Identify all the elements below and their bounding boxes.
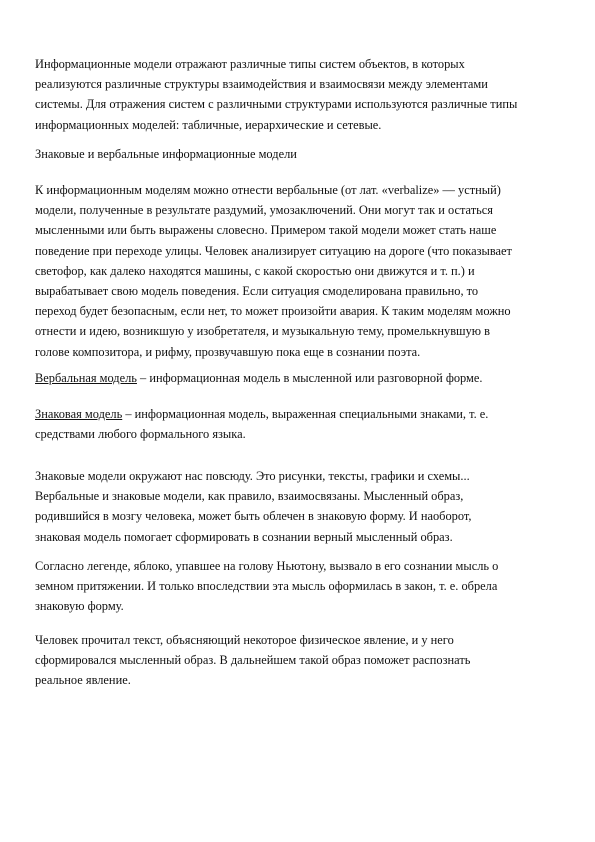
text-line: реализуются различные структуры взаимодействия и взаимосвязи между элементами (35, 77, 488, 92)
text-line: отнести и идею, возникшую у изобретателя, и музыкальную тему, промелькнувшую в (35, 324, 490, 339)
section-heading-text: Знаковые и вербальные информационные модели (35, 147, 297, 161)
definition-text: – информационная модель, выраженная специальными знаками, т. е. (122, 407, 489, 421)
newton-paragraph (35, 556, 570, 617)
verbal-models-paragraph (35, 180, 570, 362)
reader-paragraph (35, 630, 570, 691)
text-line: модели, полученные в результате раздумий, умозаключений. Они могут так и остаться (35, 203, 493, 218)
text-line: переход будет безопасным, если нет, то может произойти авария. К таким моделям можно (35, 304, 511, 319)
definition-text: – информационная модель в мысленной или разговорной форме. (136, 371, 483, 385)
text-line: системы. Для отражения систем с различными структурами используются различные типы (35, 97, 518, 112)
text-line: знаковая модель помогает сформировать в сознании верный мысленный образ. (35, 529, 453, 544)
text-line: поведение при переходе улицы. Человек анализирует ситуацию на дороге (что показывает (35, 243, 512, 258)
text-line: сформировался мысленный образ. В дальнейшем такой образ поможет распознать (35, 653, 471, 668)
text-line: голове композитора, и рифму, прозвучавшую пока еще в сознании поэта. (35, 344, 421, 359)
text-line: знаковую форму. (35, 599, 124, 614)
text-line: средствами любого формального языка. (35, 427, 246, 442)
text-line: Согласно легенде, яблоко, упавшее на голову Ньютону, вызвало в его сознании мысль о (35, 559, 499, 573)
term-sign-model: Знаковая модель (35, 407, 123, 421)
text-line: Вербальные и знаковые модели, как правило, взаимосвязаны. Мысленный образ, (35, 489, 464, 504)
text-line: земном притяжении. И только впоследствии эта мысль оформилась в закон, т. е. обрела (35, 579, 498, 594)
definition-verbal-model (35, 368, 570, 388)
text-line (35, 368, 570, 388)
text-line: реальное явление. (35, 673, 131, 688)
sign-models-paragraph (35, 466, 570, 547)
text-line: вырабатывает свою модель поведения. Если ситуация смоделирована правильно, то (35, 284, 479, 299)
text-line: родившийся в мозгу человека, может быть облечен в знаковую форму. И наоборот, (35, 509, 472, 524)
text-line (35, 404, 570, 424)
text-line: Информационные модели отражают различные типы систем объектов, в которых (35, 57, 465, 71)
definition-sign-model (35, 404, 570, 444)
term-verbal-model: Вербальная модель (35, 371, 137, 385)
section-heading (35, 144, 570, 164)
text-line: Человек прочитал текст, объясняющий некоторое физическое явление, и у него (35, 633, 454, 647)
text-line: информационных моделей: табличные, иерархические и сетевые. (35, 117, 382, 132)
intro-paragraph (35, 54, 570, 135)
text-line: мысленными или быть выражены словесно. Примером такой модели может стать наше (35, 223, 497, 238)
text-line: Знаковые модели окружают нас повсюду. Это рисунки, тексты, графики и схемы... (35, 469, 470, 483)
text-line: светофор, как далеко находятся машины, с какой скоростью они движутся и т. п.) и (35, 263, 475, 278)
text-line: К информационным моделям можно отнести вербальные (от лат. «verbalize» — устный) (35, 183, 501, 197)
